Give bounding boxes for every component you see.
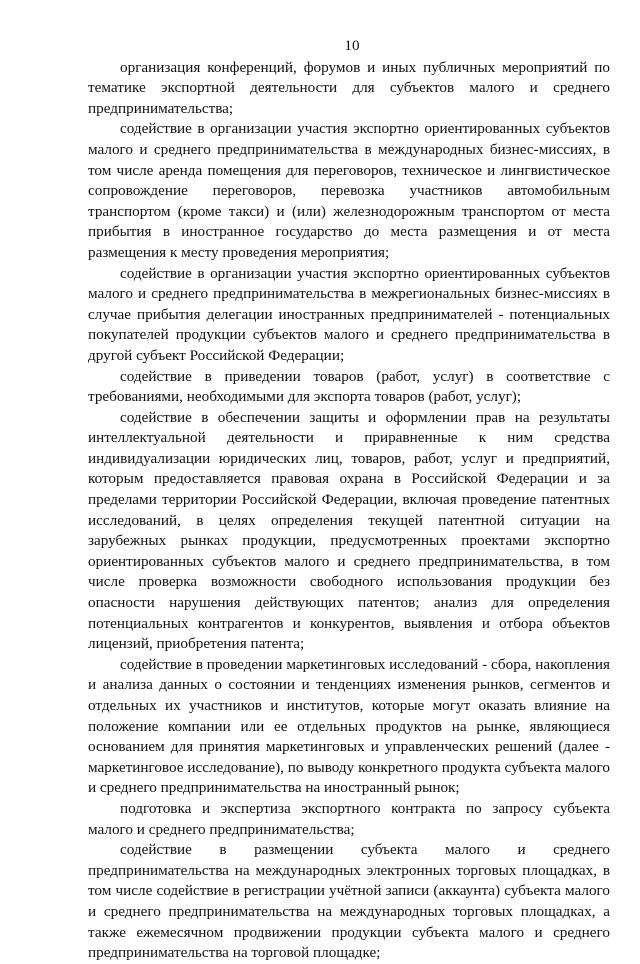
paragraph-marketing-research: содействие в проведении маркетинговых исследований - сбора, накопления и анализа данных о состоянии и тенденциях изменения рынков, сегментов и отдельных их участников и институтов, которые могут оказать влияние на положение компании или ее отдельных продуктов на рынке, являющиеся основанием для принятия маркетинговых и управленческих решений (далее - маркетинговое исследование), по выводу конкретного продукта субъекта малого и среднего предпринимательства на иностранный рынок; [88, 655, 610, 797]
paragraph-electronic-marketplaces: содействие в размещении субъекта малого и среднего предпринимательства на международных электронных торговых площадках, в том числе содействие в регистрации учётной записи (аккаунта) субъекта малого и среднего предпринимательства на международных торговых площадках, а также ежемесячном продвижении продукции субъекта малого и среднего предпринимательства на торговой площадке; [88, 841, 610, 962]
paragraph-conferences: организация конференций, форумов и иных публичных мероприятий по тематике экспортной деятельности для субъектов малого и среднего предпринимательства; [88, 58, 610, 117]
document-page [88, 36, 610, 964]
paragraph-intellectual-property: содействие в обеспечении защиты и оформлении прав на результаты интеллектуальной деятельности и приравненные к ним средства индивидуализации юридических лиц, товаров, работ, услуг и предприятий, которым предоставляется правовая охрана в Российской Федерации и за пределами территории Российской Федерации, включая проведение патентных исследований, в целях определения текущей патентной ситуации на зарубежных рынках продукции, предусмотренных проектами экспортно ориентированных субъектов малого и среднего предпринимательства, в том числе проверка возможности свободного использования продукции без опасности нарушения действующих патентов; анализ для определения потенциальных контрагентов и конкурентов, выявления и отбора объектов лицензий, приобретения патента; [88, 408, 610, 653]
page-number: 10 [344, 37, 360, 54]
paragraph-interregional-business-missions: содействие в организации участия экспортно ориентированных субъектов малого и среднего предпринимательства в межрегиональных бизнес-миссиях в случае прибытия делегации иностранных предпринимателей - потенциальных покупателей продукции субъектов малого и среднего предпринимательства в другой субъект Российской Федерации; [88, 264, 610, 364]
paragraph-international-business-missions: содействие в организации участия экспортно ориентированных субъектов малого и среднего предпринимательства в международных бизнес-миссиях, в том числе аренда помещения для переговоров, техническое и лингвистическое сопровождение переговоров, перевозка участников автомобильным транспортом (кроме такси) и (или) железнодорожным транспортом от места прибытия в иностранное государство до места размещения и от места размещения к месту проведения мероприятия; [88, 120, 610, 261]
paragraph-goods-compliance: содействие в приведении товаров (работ, услуг) в соответствие с требованиями, необходимыми для экспорта товаров (работ, услуг); [88, 367, 610, 406]
paragraph-export-contract: подготовка и экспертиза экспортного контракта по запросу субъекта малого и среднего предпринимательства; [88, 799, 610, 838]
